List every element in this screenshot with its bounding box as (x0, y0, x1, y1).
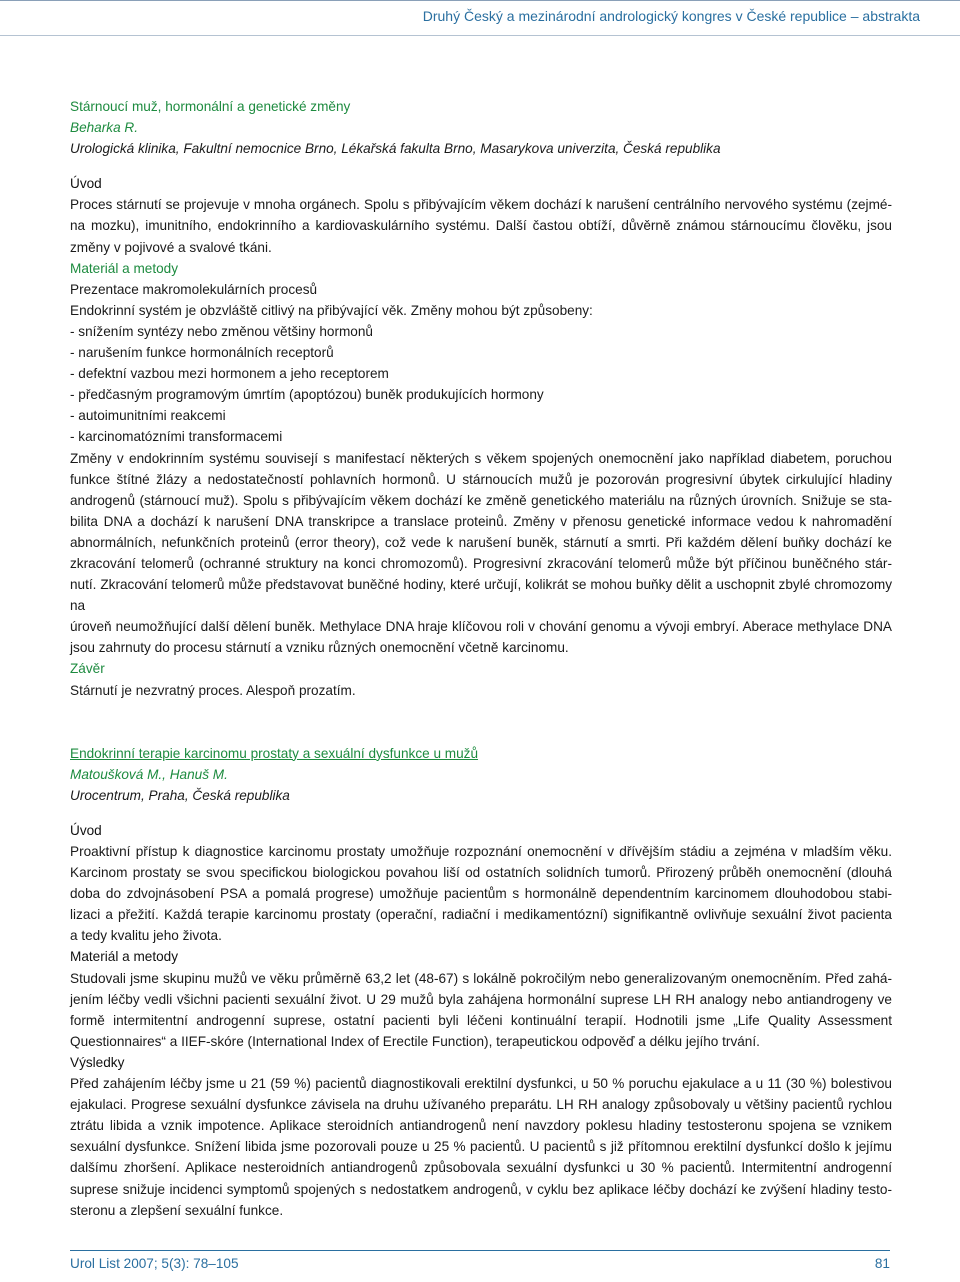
footer-journal: Urol List 2007; 5(3): 78–105 (70, 1256, 239, 1271)
abstract-2-intro (70, 841, 892, 946)
text-line: Změny v endokrinním systému souvisejí s manifestací některých s věkem spojených onemocnění jako například diabetem, poruchou (70, 450, 892, 466)
text-line: sexuální dysfunkce. Snížení libida jsme pozorovali pouze u 25 % pacientů. U pacientů s již přítomnou erektilní dysfunkcí došlo k jejímu (70, 1139, 892, 1155)
text-line: ztrátu libida a vznik impotence. Aplikace steroidních antiandrogenů není navzdory poklesu hladiny testosteronu spojena se vznikem (70, 1118, 892, 1134)
text-line: ejakulaci. Progrese sexuální dysfunkce závisela na druhu užívaného preparátu. LH RH analogy způsobovaly u většiny pacientů rychlou (70, 1097, 892, 1113)
text-line: Před zahájením léčby jsme u 21 (59 %) pacientů diagnostikovali erektilní dysfunkci, u 50 % poruchu ejakulace a u 11 (30 %) bolestivou (70, 1076, 892, 1092)
abstract-1 (70, 96, 892, 701)
abstract-1-affiliation: Urologická klinika, Fakultní nemocnice Brno, Lékařská fakulta Brno, Masarykova univerzita, Česká republika (70, 141, 721, 157)
text-line: jsou zahrnuty do procesu stárnutí a vzniku různých onemocnění včetně karcinomu. (70, 640, 569, 656)
list-item: - předčasným programovým úmrtím (apoptózou) buněk produkujících hormony (70, 387, 544, 403)
list-item: - narušením funkce hormonálních receptorů (70, 345, 334, 361)
abstract-1-authors: Beharka R. (70, 120, 139, 136)
page-content (70, 96, 892, 1221)
abstract-2-heading-methods: Materiál a metody (70, 949, 179, 965)
text-line: abnormálních, nefunkčních proteinů (error theory), což vede k narušení buněk, stárnutí a smrti. Při každém dělení buňky dochází ke (70, 534, 892, 550)
footer-rule (70, 1250, 890, 1251)
footer-page-number: 81 (874, 1256, 890, 1271)
abstract-2-methods (70, 968, 892, 1052)
text-line: Karcinom prostaty se svou specifickou biologickou povahou liší od ostatních solidních tumorů. Přirozený průběh onemocnění (dlouhá (70, 865, 892, 881)
text-line: úroveň neumožňující další dělení buněk. Methylace DNA hraje klíčovou roli v chování genomu a vývoji embryí. Aberace methylace DNA (70, 619, 892, 635)
abstract-2-affiliation: Urocentrum, Praha, Česká republika (70, 787, 290, 803)
list-item: - snížením syntézy nebo změnou většiny hormonů (70, 323, 373, 339)
text-line: formě intermitentní androgenní suprese, ostatní pacienti byli léčeni kontinuální terapií. Hodnotili jsme „Life Quality Assessment (70, 1012, 892, 1028)
text-line: zkracování telomerů (ochranné struktury na konci chromozomů). Progresivní zkracování telomerů může být příčinou buněčného stár- (70, 555, 892, 571)
list-item: - defektní vazbou mezi hormonem a jeho receptorem (70, 366, 389, 382)
abstract-2 (70, 743, 892, 1221)
abstract-1-methods (70, 279, 892, 659)
abstract-1-heading-conclusion: Závěr (70, 661, 105, 677)
running-head: Druhý Český a mezinárodní andrologický kongres v České republice – abstrakta (422, 8, 920, 24)
text-line: suprese snižuje incidenci symptomů spojených s nedostatkem androgenů, v cyklu bez aplikace léčby dochází ke zvýšení hladiny testo- (70, 1181, 892, 1197)
text-line: androgenů (stárnoucí muž). Spolu s přibývajícím věkem dochází ke změně genetického materiálu na různých úrovních. Snižuje se sta- (70, 492, 892, 508)
abstract-1-title: Stárnoucí muž, hormonální a genetické změny (70, 99, 351, 114)
abstract-1-intro (70, 194, 892, 257)
abstract-2-results (70, 1073, 892, 1221)
text-line: na mozku), imunitního, endokrinního a kardiovaskulárního systému. Další častou obtíží, důvěrně známou stárnoucímu člověku, jsou (70, 218, 892, 234)
abstract-2-title: Endokrinní terapie karcinomu prostaty a sexuální dysfunkce u mužů (70, 745, 479, 761)
header-rule (0, 35, 960, 36)
text-line: jením léčby vedli všichni pacienti sexuální život. U 29 mužů byla zahájena hormonální suprese LH RH analogy nebo antiandrogeny ve (70, 991, 892, 1007)
text-line: a tedy kvalitu jeho života. (70, 928, 222, 944)
text-line: bilita DNA a dochází k narušení DNA transkripce a translace proteinů. Změny v přenosu genetické informace vedou k nahromadění (70, 513, 892, 529)
abstract-2-heading-intro: Úvod (70, 822, 102, 838)
top-rule (0, 0, 960, 1)
abstract-1-heading-methods: Materiál a metody (70, 260, 179, 276)
list-item: - autoimunitními reakcemi (70, 408, 226, 424)
abstract-2-authors: Matoušková M., Hanuš M. (70, 766, 228, 782)
text-line: změny v pojivové a svalové tkáni. (70, 239, 272, 255)
text-line: nutí. Zkracování telomerů může představovat buněčné hodiny, které určují, kolikrát se mohou buňky dělit a uschopnit zbylé chromozomy na (70, 577, 892, 614)
text-line: Studovali jsme skupinu mužů ve věku průměrně 63,2 let (48-67) s lokálně pokročilým nebo generalizovaným onemocněním. Před zahá- (70, 970, 892, 986)
text-line: Prezentace makromolekulárních procesů (70, 281, 318, 297)
text-line: lizaci a přežití. Každá terapie karcinomu prostaty (operační, radiační i medikamentózní) signifikantně ovlivňuje sexuální život pacienta (70, 907, 892, 923)
text-line: Endokrinní systém je obzvláště citlivý na přibývající věk. Změny mohou být způsobeny: (70, 302, 593, 318)
text-line: doba do zdvojnásobení PSA a pomalá progrese) umožňuje pacientům s hormonálně dependentním karcinomem dlouhodobou stabi- (70, 886, 892, 902)
abstract-2-heading-results: Výsledky (70, 1054, 125, 1070)
text-line: dalšímu zhoršení. Aplikace nesteroidních antiandrogenů způsobovala sexuální dysfunkci u 30 % pacientů. Intermitentní androgenní (70, 1160, 892, 1176)
text-line: Proaktivní přístup k diagnostice karcinomu prostaty umožňuje rozpoznání onemocnění v dřívějším stádiu a zejména v mladším věku. (70, 844, 892, 859)
text-line: Proces stárnutí se projevuje v mnoha orgánech. Spolu s přibývajícím věkem dochází k narušení centrálního nervového systému (zejmé- (70, 197, 892, 213)
abstract-1-heading-intro: Úvod (70, 176, 102, 192)
text-line: funkce štítné žlázy a nedostatečností pohlavních hormonů. U stárnoucích mužů je pozorován progresivní úbytek cirkulující hladiny (70, 471, 892, 487)
list-item: - karcinomatózními transformacemi (70, 429, 283, 445)
text-line: steronu a zlepšení sexuální funkce. (70, 1202, 284, 1218)
text-line: Questionnaires“ a IIEF-skóre (International Index of Erectile Function), terapeutickou odpověď a délku jejího trvání. (70, 1033, 760, 1049)
abstract-1-conclusion: Stárnutí je nezvratný proces. Alespoň prozatím. (70, 682, 356, 698)
